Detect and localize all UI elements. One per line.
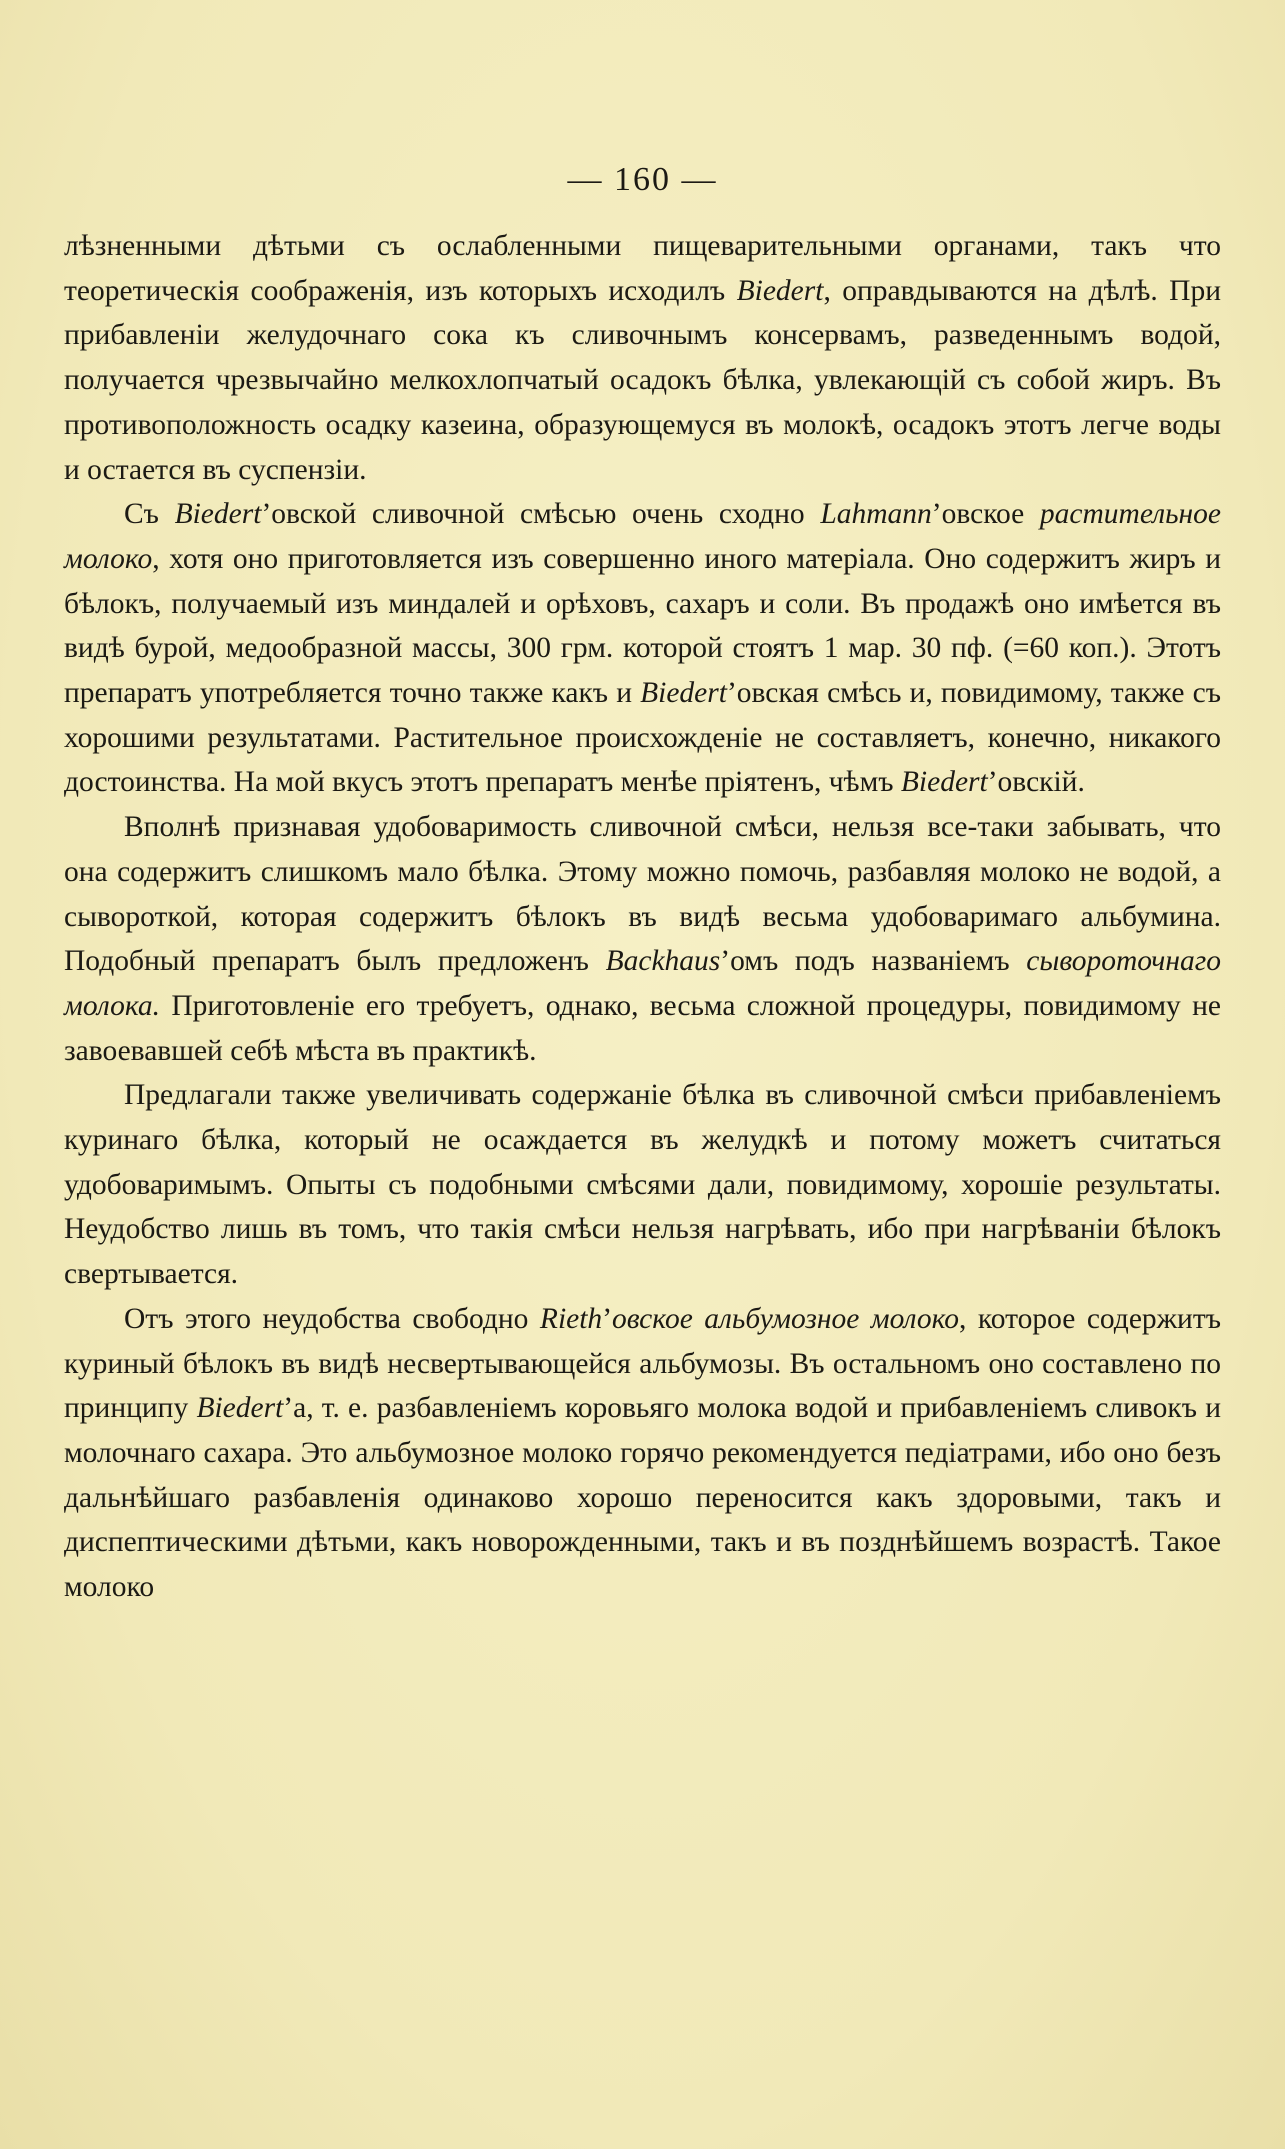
- body-text: ’овскій.: [987, 766, 1085, 799]
- body-text: , оправдываются на дѣлѣ. При прибавленіи желудочнаго сока къ сливочнымъ консервамъ, разведеннымъ водой, получается чрезвычайно мелкохлопчатый осадокъ бѣлка, увлекающій съ собой жиръ. Въ противоположность осадку казеина, образующемуся въ молокѣ, осадокъ этотъ легче воды и остается въ суспензіи.: [64, 274, 1222, 486]
- italic-text: сывороточнаго молока.: [64, 945, 1221, 1022]
- italic-text: Biedert: [900, 766, 988, 799]
- body-text: ’омъ подъ названіемъ: [720, 945, 1027, 978]
- body-text: ’а, т. е. разбавленіемъ коровьяго молока водой и прибавленіемъ сливокъ и молочнаго сахара. Это альбумозное молоко горячо рекомендуется педіатрами, ибо оно безъ дальнѣйшаго разбавленія одинаково хорошо переносится какъ здоровыми, такъ и диспептическими дѣтьми, какъ новорожденными, такъ и въ позднѣйшемъ возрастѣ. Такое молоко: [64, 1392, 1221, 1604]
- body-text: Приготовленіе его требуетъ, однако, весьма сложной процедуры, повидимому не завоевавшей себѣ мѣста въ практикѣ.: [64, 989, 1221, 1067]
- paragraph-4: [64, 1073, 1221, 1297]
- body-text: ’овская смѣсь и, повидимому, также съ хорошими результатами. Растительное происхожденіе не составляетъ, конечно, никакого достоинства. На мой вкусъ этотъ препаратъ менѣе пріятенъ, чѣмъ: [64, 677, 1221, 799]
- italic-text: Lahmann: [820, 498, 932, 531]
- paragraph-2: [64, 492, 1221, 805]
- body-text: ’: [602, 1302, 613, 1335]
- paragraph-1: [64, 224, 1221, 492]
- italic-text: Backhaus: [605, 945, 721, 978]
- body-text: лѣзненными дѣтьми съ ослабленными пищеварительными органами, такъ что теоретическія соображенія, изъ которыхъ исходилъ: [64, 230, 1221, 307]
- italic-text: овское альбумозное молоко: [612, 1302, 960, 1335]
- italic-text: Biedert: [736, 274, 824, 307]
- italic-text: Biedert: [196, 1392, 284, 1425]
- body-text: Вполнѣ признавая удобоваримость сливочной смѣси, нельзя все-таки забывать, что она содержитъ слишкомъ мало бѣлка. Этому можно помочь, разбавляя молоко не водой, а сывороткой, которая содержитъ бѣлокъ въ видѣ весьма удобоваримаго альбумина. Подобный препаратъ былъ предложенъ: [64, 811, 1221, 978]
- italic-text: Biedert: [640, 677, 727, 710]
- body-text: ’овской сливочной смѣсью очень сходно: [261, 498, 821, 531]
- body-text: Отъ этого неудобства свободно: [124, 1302, 540, 1335]
- paragraph-3: [64, 805, 1221, 1073]
- body-text: , которое содержитъ куриный бѣлокъ въ видѣ несвертывающейся альбумозы. Въ остальномъ оно составлено по принципу: [64, 1302, 1221, 1425]
- paragraph-5: [64, 1297, 1221, 1610]
- page-number: — 160 —: [567, 161, 718, 198]
- italic-text: растительное молоко: [64, 498, 1221, 575]
- body-text: , хотя оно приготовляется изъ совершенно иного матеріала. Оно содержитъ жиръ и бѣлокъ, получаемый изъ миндалей и орѣховъ, сахаръ и соли. Въ продажѣ оно имѣется въ видѣ бурой, медообразной массы, 300 грм. которой стоятъ 1 мар. 30 пф. (=60 коп.). Этотъ препаратъ употребляется точно также какъ и: [64, 542, 1221, 710]
- italic-text: Biedert: [174, 498, 262, 531]
- body-text: Предлагали также увеличивать содержаніе бѣлка въ сливочной смѣси прибавленіемъ куринаго бѣлка, который не осаждается въ желудкѣ и потому можетъ считаться удобоваримымъ. Опыты съ подобными смѣсями дали, повидимому, хорошіе результаты. Неудобство лишь въ томъ, что такія смѣси нельзя нагрѣвать, ибо при нагрѣваніи бѣлокъ свертывается.: [64, 1079, 1221, 1291]
- body-text: ’овское: [931, 498, 1040, 531]
- italic-text: Rieth: [539, 1302, 603, 1335]
- body-text: Съ: [124, 498, 175, 531]
